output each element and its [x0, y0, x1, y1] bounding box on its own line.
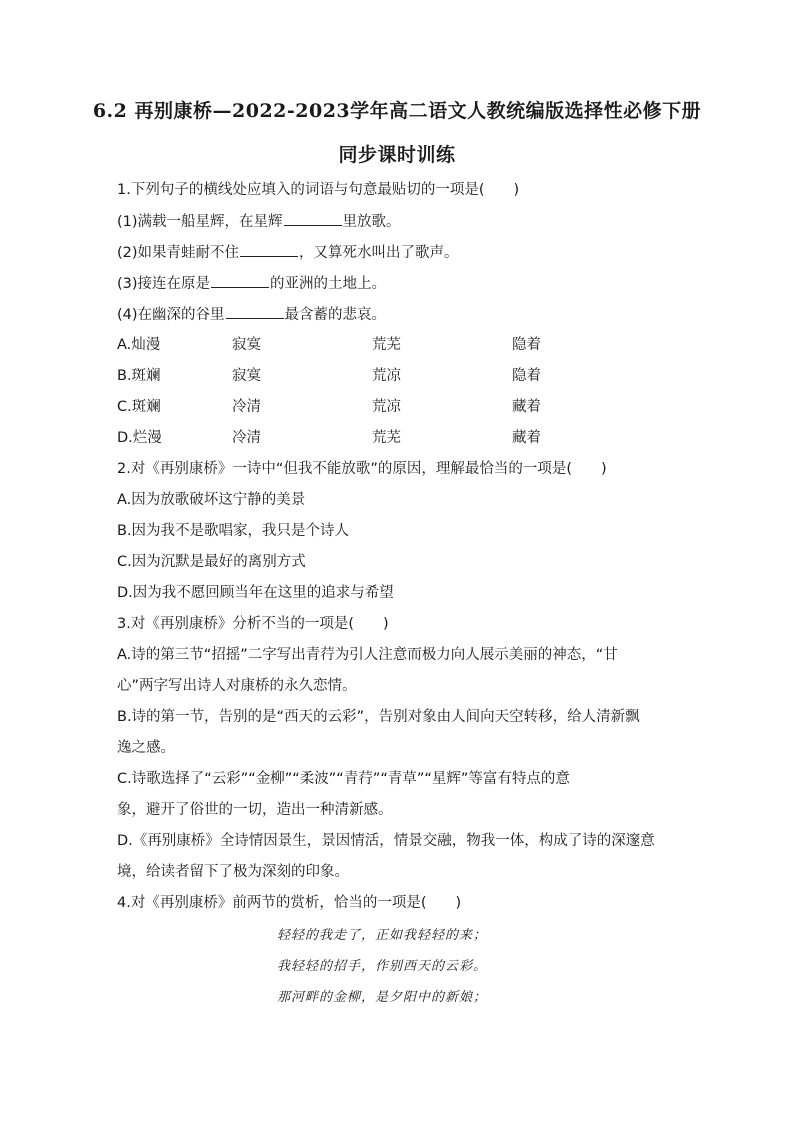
q2-option-a: A.因为放歌破坏这宁静的美景 [117, 492, 306, 508]
q2-option-b: B.因为我不是歌唱家，我只是个诗人 [117, 523, 350, 539]
q3-option-c-line2: 象，避开了俗世的一切，造出一种清新感。 [117, 802, 393, 818]
fill-blank [284, 211, 342, 226]
fill-blank [240, 242, 298, 257]
q1-sentence-4: (4)在幽深的谷里 最含蓄的悲哀。 [117, 304, 386, 325]
q3-option-b-line2: 逸之感。 [117, 740, 175, 756]
q1-sentence-2: (2)如果青蛙耐不住 ，又算死水叫出了歌声。 [117, 242, 459, 263]
q3-option-d-line2: 境，给读者留下了极为深刻的印象。 [117, 864, 349, 880]
q3-stem: 3.对《再别康桥》分析不当的一项是( ) [117, 616, 389, 632]
page-title: 6.2 再别康桥—2022-2023学年高二语文人教统编版选择性必修下册 [92, 100, 702, 122]
poem-line: 我轻轻的招手，作别西天的云彩。 [277, 959, 488, 974]
poem-line: 那河畔的金柳，是夕阳中的新娘； [277, 990, 488, 1005]
q3-option-a-line2: 心”两字写出诗人对康桥的永久恋情。 [117, 678, 357, 694]
document-page: 6.2 再别康桥—2022-2023学年高二语文人教统编版选择性必修下册 同步课时训练 1.下列句子的横线处应填入的词语与句意最贴切的一项是( ) (1)满载一船星辉，在星辉 里放歌。 (2)如果青蛙耐不住 ，又算死水叫出了歌声。 (3)接连在原是 的亚洲的土地上。 (4)在幽深的谷里 最含蓄的悲哀。 A.灿漫 寂寞 荒芜 隐着 B.斑斓 寂寞 荒凉 隐着 C.斑斓 冷清 荒凉 藏着 D.烂漫 冷清 荒芜 藏着 2.对《再别康桥》一诗中“但我不能放歌”的原因，理解最恰当的一项是( ) A.因为放歌破坏这宁静的美景 B.因为我不是歌唱家，我只是个诗人 C.因为沉默是最好的离别方式 D.因为我不愿回顾当年在这里的追求与希望 3.对《再别康桥》分析不当的一项是( ) A.诗的第三节“招摇”二字写出青荇为引人注意而极力向人展示美丽的神态，“甘 心”两字写出诗人对康桥的永久恋情。 B.诗的第一节，告别的是“西天的云彩”，告别对象由人间向天空转移，给人清新飘 逸之感。 C.诗歌选择了“云彩”“金柳”“柔波”“青荇”“青草”“星辉”等富有特点的意 象，避开了俗世的一切，造出一种清新感。 D.《再别康桥》全诗情因景生，景因情活，情景交融，物我一体，构成了诗的深邃意 境，给读者留下了极为深刻的印象。 4.对《再别康桥》前两节的赏析，恰当的一项是( ) 轻轻的我走了，正如我轻轻的来； 我轻轻的招手，作别西天的云彩。 那河畔的金柳，是夕阳中的新娘； [0, 0, 794, 1123]
q2-option-d: D.因为我不愿回顾当年在这里的追求与希望 [117, 585, 394, 601]
q1-stem: 1.下列句子的横线处应填入的词语与句意最贴切的一项是( ) [117, 182, 520, 198]
q1-sentence-3: (3)接连在原是 的亚洲的土地上。 [117, 273, 386, 294]
q2-option-c: C.因为沉默是最好的离别方式 [117, 554, 306, 570]
q3-option-c-line1: C.诗歌选择了“云彩”“金柳”“柔波”“青荇”“青草”“星辉”等富有特点的意 [117, 771, 570, 787]
q1-sentence-1: (1)满载一船星辉，在星辉 里放歌。 [117, 211, 401, 232]
q3-option-d-line1: D.《再别康桥》全诗情因景生，景因情活，情景交融，物我一体，构成了诗的深邃意 [117, 833, 655, 849]
page-subtitle: 同步课时训练 [338, 144, 456, 166]
q3-option-a-line1: A.诗的第三节“招摇”二字写出青荇为引人注意而极力向人展示美丽的神态，“甘 [117, 647, 618, 663]
fill-blank [211, 273, 269, 288]
fill-blank [226, 304, 284, 319]
q2-stem: 2.对《再别康桥》一诗中“但我不能放歌”的原因，理解最恰当的一项是( ) [117, 461, 607, 477]
poem-line: 轻轻的我走了，正如我轻轻的来； [277, 928, 488, 943]
q4-stem: 4.对《再别康桥》前两节的赏析，恰当的一项是( ) [117, 895, 462, 911]
q3-option-b-line1: B.诗的第一节，告别的是“西天的云彩”，告别对象由人间向天空转移，给人清新飘 [117, 709, 640, 725]
